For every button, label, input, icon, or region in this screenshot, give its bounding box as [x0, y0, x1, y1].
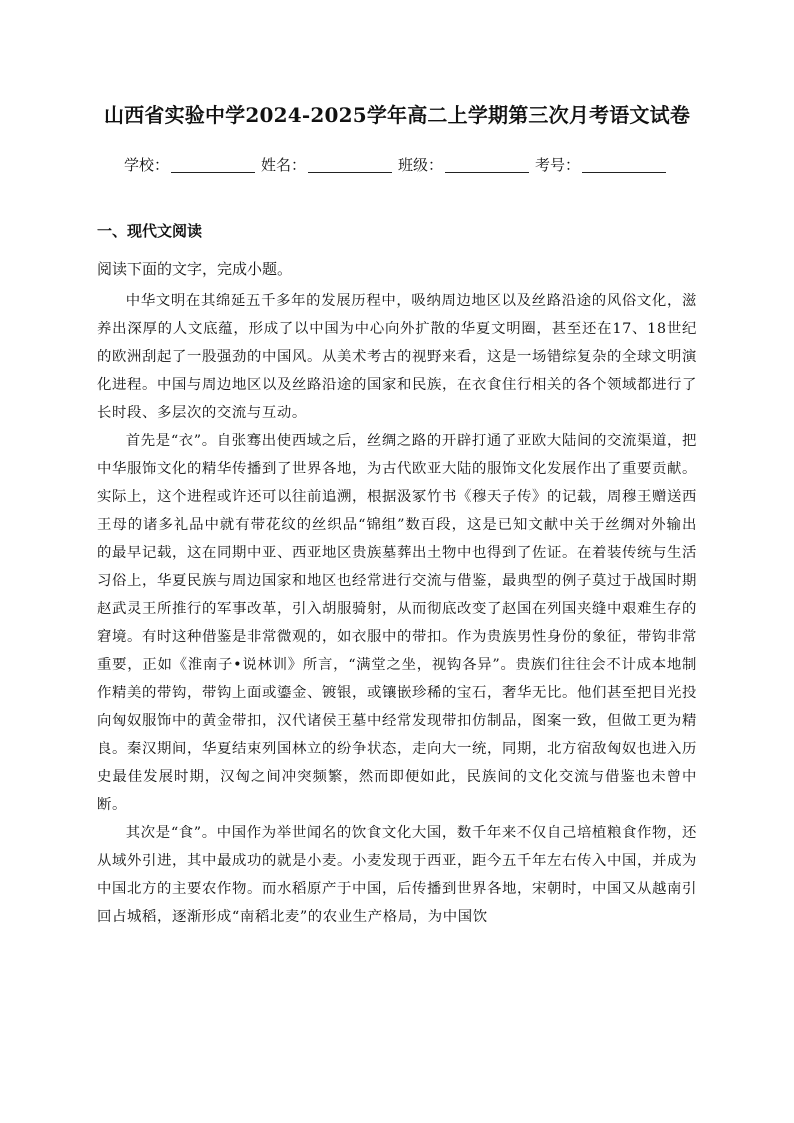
- passage-paragraph: 首先是“衣”。自张骞出使西域之后，丝绸之路的开辟打通了亚欧大陆间的交流渠道，把中华服饰文化的精华传播到了世界各地，为古代欧亚大陆的服饰文化发展作出了重要贡献。实际上，这个进程或许还可以往前追溯，根据汲冢竹书《穆天子传》的记载，周穆王赠送西王母的诸多礼品中就有带花纹的丝织品“锦组”数百段，这是已知文献中关于丝绸对外输出的最早记载，这在同期中亚、西亚地区贵族墓葬出土物中也得到了佐证。在着装传统与生活习俗上，华夏民族与周边国家和地区也经常进行交流与借鉴，最典型的例子莫过于战国时期赵武灵王所推行的军事改革，引入胡服骑射，从而彻底改变了赵国在列国夹缝中艰难生存的窘境。有时这种借鉴是非常微观的，如衣服中的带扣。作为贵族男性身份的象征，带钩非常重要，正如《淮南子•说林训》所言，“满堂之坐，视钩各异”。贵族们往往会不计成本地制作精美的带钩，带钩上面或鎏金、镀银，或镶嵌珍稀的宝石，奢华无比。他们甚至把目光投向匈奴服饰中的黄金带扣，汉代诸侯王墓中经常发现带扣仿制品，图案一致，但做工更为精良。秦汉期间，华夏结束列国林立的纷争状态，走向大一统，同期，北方宿敌匈奴也进入历史最佳发展时期，汉匈之间冲突频繁，然而即便如此，民族间的文化交流与借鉴也未曾中断。: [97, 433, 697, 813]
- student-info-row: [124, 152, 684, 176]
- exam-title: 山西省实验中学2024-2025学年高二上学期第三次月考语文试卷: [103, 103, 691, 127]
- name-blank[interactable]: [308, 171, 392, 173]
- class-blank[interactable]: [445, 171, 529, 173]
- exam-number-label: 考号：: [535, 156, 581, 174]
- class-label: 班级：: [398, 156, 444, 174]
- name-label: 姓名：: [261, 156, 307, 174]
- school-blank[interactable]: [171, 171, 255, 173]
- exam-number-blank[interactable]: [582, 171, 666, 173]
- passage-paragraph: 其次是“食”。中国作为举世闻名的饮食文化大国，数千年来不仅自己培植粮食作物，还从域外引进，其中最成功的就是小麦。小麦发现于西亚，距今五千年左右传入中国，并成为中国北方的主要农作物。而水稻原产于中国，后传播到世界各地，宋朝时，中国又从越南引回占城稻，逐渐形成“南稻北麦”的农业生产格局，为中国饮: [97, 825, 697, 925]
- reading-instruction: 阅读下面的文字，完成小题。: [97, 260, 293, 278]
- passage-paragraph: 中华文明在其绵延五千多年的发展历程中，吸纳周边地区以及丝路沿途的风俗文化，滋养出深厚的人文底蕴，形成了以中国为中心向外扩散的华夏文明圈，甚至还在17、18世纪的欧洲刮起了一股强劲的中国风。从美术考古的视野来看，这是一场错综复杂的全球文明演化进程。中国与周边地区以及丝路沿途的国家和民族，在衣食住行相关的各个领域都进行了长时段、多层次的交流与互动。: [97, 293, 697, 421]
- reading-passage: [97, 287, 697, 931]
- school-label: 学校：: [124, 156, 170, 174]
- section-heading: 一、现代文阅读: [97, 222, 203, 240]
